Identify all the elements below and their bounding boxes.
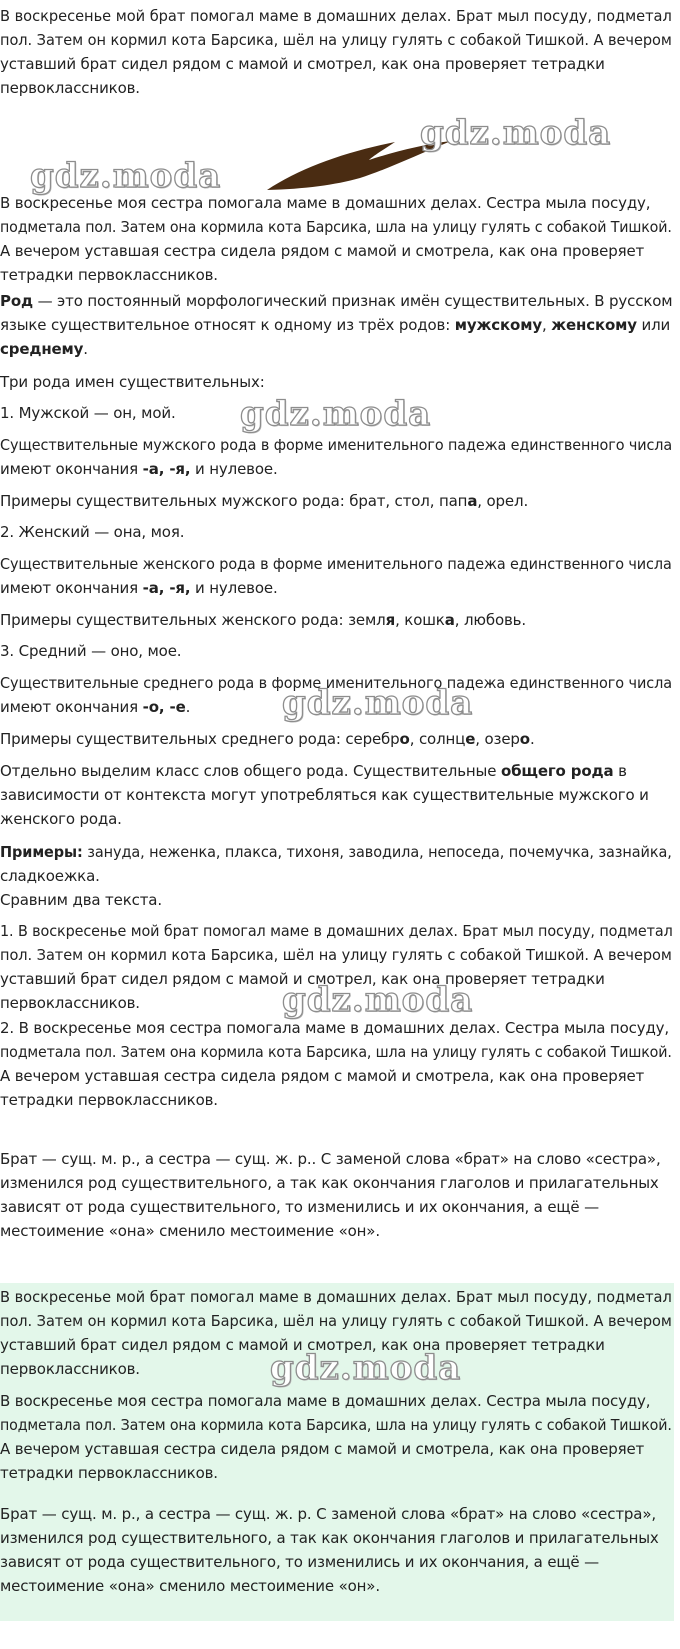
text-fragment: Примеры существительных среднего рода: серебр [0,730,400,748]
text-line: А вечером уставшая сестра сидела рядом с мамой и смотрела, как она проверяет [0,1440,645,1458]
text-line: изменился род существительного, а так как окончания глаголов и прилагательных [0,1529,659,1547]
text-line: первоклассников. [0,79,140,97]
watermark-logo: gdz.moda [270,1348,462,1388]
text-fragment: , [541,316,552,334]
text-fragment: зануда, неженка, плакса, тихоня, заводила, непоседа, почемучка, зазнайка, [82,843,672,861]
conclusion-paragraph [0,1147,670,1243]
text-line: А вечером уставшая сестра сидела рядом с мамой и смотрела, как она проверяет [0,242,645,260]
text-line: уставший брат сидел рядом с мамой и смотрел, как она проверяет тетрадки [0,970,605,988]
text-fragment: , орел. [477,492,529,510]
ending-bold: -а, -я, [142,460,191,478]
text-line [0,489,670,513]
feminine-heading [0,520,670,544]
text-fragment: или [636,316,671,334]
text-fragment: . [185,698,191,716]
text-line: женского рода. [0,810,122,828]
watermark-logo: gdz.moda [420,113,612,153]
text-fragment: и нулевое. [190,460,278,478]
ending-bold: я [385,611,396,629]
text-line: первоклассников. [0,994,140,1012]
text-line: тетрадки первоклассников. [0,1464,218,1482]
text-line: зависимости от контекста могут употребляться как существительные мужского и [0,786,649,804]
masculine-heading [0,401,670,425]
compare-text-2 [0,1016,670,1112]
ending-bold: о [399,730,410,748]
compare-text-1 [0,919,673,1015]
text-fragment: имеют окончания [0,698,143,716]
text-paragraph-brother [0,4,670,100]
text-line: пол. Затем он кормил кота Барсика, шёл на улицу гулять с собакой Тишкой. А вечером [0,1312,672,1330]
watermark-logo: gdz.moda [30,156,222,196]
text-fragment: . [83,340,88,358]
text-line: местоимение «она» сменило местоимение «он». [0,1222,380,1240]
neuter-examples [0,727,670,751]
text-fragment: Отдельно выделим класс слов общего рода. Существительные [0,762,501,780]
text-fragment: и нулевое. [190,579,278,597]
term-bold: Примеры: [0,843,83,861]
text-line: Сравним два текста. [0,891,162,909]
ending-bold: а [444,611,455,629]
term-bold: мужскому [454,316,542,334]
text-line: 1. Мужской — он, мой. [0,404,176,422]
common-gender-examples [0,840,670,912]
text-line: Брат — сущ. м. р., а сестра — сущ. ж. р. С заменой слова «брат» на слово «сестра», [0,1505,656,1523]
text-fragment: имеют окончания [0,460,143,478]
text-line: сладкоежка. [0,867,100,885]
ending-bold: -о, -е [142,698,186,716]
text-line [0,457,670,481]
ending-bold: о [519,730,530,748]
text-line: 2. Женский — она, моя. [0,523,185,541]
text-line: местоимение «она» сменило местоимение «он». [0,1577,380,1595]
feminine-endings [0,552,670,600]
text-line: тетрадки первоклассников. [0,266,218,284]
text-fragment: Примеры существительных мужского рода: брат, стол, пап [0,492,468,510]
text-line: 1. В воскресенье мой брат помогал маме в домашних делах. Брат мыл посуду, подметал [0,922,673,940]
text-line [0,759,670,783]
text-line: изменился род существительного, а так как окончания глаголов и прилагательных [0,1174,659,1192]
gender-definition [0,289,673,361]
term-bold: женскому [551,316,637,334]
text-line: Брат — сущ. м. р., а сестра — сущ. ж. р.. С заменой слова «брат» на слово «сестра», [0,1150,661,1168]
text-line [0,608,670,632]
watermark-logo: gdz.moda [282,683,474,723]
text-line [0,695,670,719]
answer-text-sister [0,1389,670,1485]
text-line: 3. Средний — оно, мое. [0,642,182,660]
text-line [0,337,670,361]
text-line: уставший брат сидел рядом с мамой и смотрел, как она проверяет тетрадки [0,1336,605,1354]
term-bold: среднему [0,340,84,358]
answer-conclusion [0,1502,670,1598]
text-line: В воскресенье моя сестра помогала маме в домашних делах. Сестра мыла посуду, [0,1392,651,1410]
text-line: зависят от рода существительного, то изменились и их окончания, а ещё — [0,1198,599,1216]
text-line: В воскресенье мой брат помогал маме в домашних делах. Брат мыл посуду, подметал [0,1288,672,1306]
text-line: пол. Затем он кормил кота Барсика, шёл на улицу гулять с собакой Тишкой. А вечером [0,946,672,964]
text-line: 2. В воскресенье моя сестра помогала маме в домашних делах. Сестра мыла посуду, [0,1019,670,1037]
text-line [0,313,670,337]
text-line: Существительные среднего рода в форме именительного падежа единственного числа [0,674,673,692]
text-fragment: , солнц [409,730,466,748]
text-line: Три рода имен существительных: [0,373,265,391]
text-fragment: Примеры существительных женского рода: земл [0,611,386,629]
text-line: Существительные женского рода в форме именительного падежа единственного числа [0,555,672,573]
neuter-heading [0,639,670,663]
text-fragment: языке существительное относят к одному из трёх родов: [0,316,455,334]
text-line: пол. Затем он кормил кота Барсика, шёл на улицу гулять с собакой Тишкой. А вечером [0,31,672,49]
neuter-endings [0,671,673,719]
text-fragment: . [529,730,535,748]
text-line: А вечером уставшая сестра сидела рядом с мамой и смотрела, как она проверяет [0,1067,645,1085]
text-line [0,289,673,313]
text-line: Существительные мужского рода в форме именительного падежа единственного числа [0,436,673,454]
text-line: первоклассников. [0,1360,140,1378]
text-fragment: , озер [475,730,520,748]
three-genders-heading [0,370,670,394]
text-fragment: , любовь. [454,611,526,629]
watermark-logo: gdz.moda [240,394,432,434]
text-line: подметала пол. Затем она кормила кота Барсика, шла на улицу гулять с собакой Тишкой. [0,218,672,236]
watermark-logo: gdz.moda [282,980,474,1020]
feminine-examples [0,608,670,632]
text-line: В воскресенье мой брат помогал маме в домашних делах. Брат мыл посуду, подметал [0,7,672,25]
text-fragment: — это постоянный морфологический признак имён существительных. В русском [32,292,673,310]
ending-bold: -а, -я, [142,579,191,597]
text-fragment: , кошк [395,611,445,629]
term-bold: общего рода [500,762,614,780]
text-line: подметала пол. Затем она кормила кота Барсика, шла на улицу гулять с собакой Тишкой. [0,1416,672,1434]
text-line [0,840,672,864]
masculine-endings [0,433,673,481]
text-fragment: имеют окончания [0,579,143,597]
ending-bold: а [467,492,478,510]
ending-bold: е [465,730,476,748]
text-line: уставший брат сидел рядом с мамой и смотрел, как она проверяет тетрадки [0,55,605,73]
text-line: подметала пол. Затем она кормила кота Барсика, шла на улицу гулять с собакой Тишкой. [0,1043,672,1061]
text-line: В воскресенье моя сестра помогала маме в домашних делах. Сестра мыла посуду, [0,194,651,212]
term-bold: Род [0,292,33,310]
text-line [0,727,670,751]
masculine-examples [0,489,670,513]
text-fragment: в [613,762,627,780]
text-paragraph-sister [0,191,670,287]
text-line: тетрадки первоклассников. [0,1091,218,1109]
text-line: зависят от рода существительного, то изменились и их окончания, а ещё — [0,1553,599,1571]
common-gender-paragraph [0,759,670,831]
text-line [0,576,670,600]
